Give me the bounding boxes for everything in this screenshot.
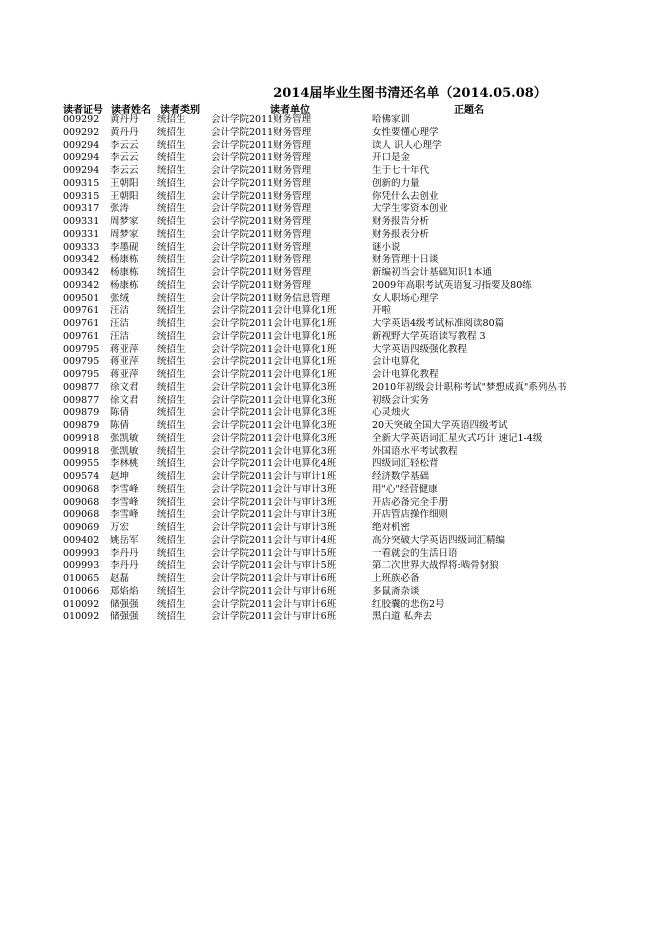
reader-id-cell: 009342 [63,279,100,291]
book-title-cell: 新编初当会计基础知识1本通 [372,267,493,278]
table-row [0,140,662,153]
reader-type-cell: 统招生 [157,598,186,610]
reader-unit-cell: 会计学院2011会计与审计4班 [211,534,337,546]
book-title-cell: 用"心"经营健康 [372,483,438,495]
table-row [0,395,662,408]
table-row [0,191,662,204]
book-title-cell: 2009年高职考试英语复习指要及80练 [372,279,532,291]
book-title-cell: 四级词汇轻松背 [372,458,439,470]
table-row [0,573,662,586]
reader-type-cell: 统招生 [157,216,186,227]
reader-id-cell: 009317 [63,203,100,215]
reader-unit-cell: 会计学院2011财务管理 [211,165,312,176]
book-title-cell: 财务报告分析 [372,216,430,227]
reader-id-cell: 009795 [63,343,100,355]
reader-id-cell: 009918 [63,432,100,444]
table-row [0,522,662,535]
reader-name-cell: 黄丹丹 [110,114,139,125]
table-row [0,152,662,165]
reader-unit-cell: 会计学院2011会计电算化1班 [211,318,337,329]
reader-id-cell: 009761 [63,305,100,317]
book-title-cell: 心灵烛火 [372,407,411,419]
header-book-title: 正题名 [454,105,484,116]
reader-id-cell: 009918 [63,445,100,457]
reader-unit-cell: 会计学院2011会计电算化1班 [211,356,337,368]
reader-type-cell: 统招生 [157,432,186,444]
reader-type-cell: 统招生 [157,547,186,559]
reader-name-cell: 李丹丹 [110,560,139,572]
table-row [0,446,662,459]
reader-type-cell: 统招生 [157,190,186,202]
reader-id-cell: 009294 [63,152,100,164]
reader-type-cell: 统招生 [157,534,186,546]
records-table [0,114,662,624]
reader-name-cell: 李云云 [110,139,139,151]
table-row [0,305,662,318]
reader-name-cell: 蒋亚萍 [110,369,139,380]
table-row [0,433,662,446]
book-title-cell: 开店管店操作细则 [372,509,449,521]
reader-id-cell: 009879 [63,420,100,431]
reader-name-cell: 李墨砚 [110,241,139,253]
reader-name-cell: 李雪峰 [110,496,139,508]
reader-unit-cell: 会计学院2011会计电算化3班 [211,381,337,393]
reader-id-cell: 009292 [63,114,100,125]
reader-id-cell: 009993 [63,547,100,559]
reader-id-cell: 009333 [63,241,100,253]
reader-name-cell: 张凯敏 [110,445,139,457]
reader-type-cell: 统招生 [157,267,186,278]
page-title: 2014届毕业生图书清还名单（2014.05.08） [273,86,547,101]
book-title-cell: 新视野大学英语读写教程 3 [372,330,486,342]
reader-type-cell: 统招生 [157,369,186,380]
reader-unit-cell: 会计学院2011会计电算化3班 [211,432,337,444]
reader-unit-cell: 会计学院2011财务信息管理 [211,292,331,304]
reader-name-cell: 蒋亚萍 [110,356,139,368]
book-title-cell: 多鼠斋杂谈 [372,585,420,597]
book-title-cell: 谜小说 [372,241,401,253]
book-title-cell: 高分突破大学英语四级词汇精编 [372,534,506,546]
reader-unit-cell: 会计学院2011财务管理 [211,190,312,202]
reader-id-cell: 009068 [63,483,100,495]
reader-name-cell: 周梦家 [110,216,139,227]
reader-type-cell: 统招生 [157,585,186,597]
book-title-cell: 2010年初级会计职称考试"梦想成真"系列丛书 [372,381,567,393]
reader-unit-cell: 会计学院2011会计电算化1班 [211,369,337,380]
reader-unit-cell: 会计学院2011会计与审计5班 [211,547,337,559]
reader-name-cell: 杨康栋 [110,254,139,266]
reader-type-cell: 统招生 [157,165,186,176]
reader-type-cell: 统招生 [157,228,186,240]
reader-unit-cell: 会计学院2011财务管理 [211,177,312,189]
table-row [0,242,662,255]
table-row [0,331,662,344]
reader-unit-cell: 会计学院2011财务管理 [211,241,312,253]
table-row [0,318,662,331]
table-row [0,560,662,573]
table-row [0,254,662,267]
table-row [0,369,662,382]
book-title-cell: 财务管理十日谈 [372,254,439,266]
book-title-cell: 大学英语4级考试标准阅读80篇 [372,318,505,329]
reader-name-cell: 储强强 [110,598,139,610]
book-title-cell: 会计电算化教程 [372,369,439,380]
book-title-cell: 你凭什么去创业 [372,190,439,202]
book-title-cell: 大学英语四级强化教程 [372,343,468,355]
reader-type-cell: 统招生 [157,573,186,584]
reader-name-cell: 蒋亚萍 [110,343,139,355]
reader-unit-cell: 会计学院2011财务管理 [211,279,312,291]
reader-type-cell: 统招生 [157,496,186,508]
table-row [0,420,662,433]
reader-unit-cell: 会计学院2011会计与审计6班 [211,611,337,623]
reader-unit-cell: 会计学院2011会计电算化1班 [211,343,337,355]
reader-name-cell: 徐文君 [110,381,139,393]
reader-name-cell: 黄丹丹 [110,126,139,138]
reader-id-cell: 009331 [63,216,100,227]
book-title-cell: 绝对机密 [372,522,411,533]
reader-unit-cell: 会计学院2011会计与审计1班 [211,471,337,482]
reader-type-cell: 统招生 [157,330,186,342]
reader-name-cell: 张涛 [110,203,130,215]
table-row [0,356,662,369]
reader-unit-cell: 会计学院2011会计与审计6班 [211,573,337,584]
table-row [0,382,662,395]
reader-type-cell: 统招生 [157,522,186,533]
reader-id-cell: 009342 [63,267,100,278]
reader-id-cell: 009955 [63,458,100,470]
book-title-cell: 20天突破全国大学英语四级考试 [372,420,508,431]
book-title-cell: 第二次世界大战悍将:啮骨豺狼 [372,560,499,572]
reader-unit-cell: 会计学院2011会计电算化1班 [211,305,337,317]
book-title-cell: 读人 识人心理学 [372,139,442,151]
header-reader-type: 读者类别 [160,105,200,116]
table-row [0,586,662,599]
table-row [0,471,662,484]
book-title-cell: 初级会计实务 [372,394,430,406]
reader-type-cell: 统招生 [157,318,186,329]
table-row [0,267,662,280]
reader-type-cell: 统招生 [157,394,186,406]
reader-type-cell: 统招生 [157,471,186,482]
table-row [0,509,662,522]
table-row [0,127,662,140]
reader-id-cell: 010065 [63,573,100,584]
table-row [0,548,662,561]
table-row [0,599,662,612]
reader-type-cell: 统招生 [157,509,186,521]
reader-name-cell: 张凯敏 [110,432,139,444]
reader-name-cell: 汪洁 [110,318,130,329]
book-title-cell: 开店必备完全手册 [372,496,449,508]
reader-name-cell: 李林桃 [110,458,139,470]
reader-type-cell: 统招生 [157,203,186,215]
table-row [0,407,662,420]
reader-type-cell: 统招生 [157,126,186,138]
reader-id-cell: 009315 [63,190,100,202]
reader-name-cell: 赵磊 [110,573,130,584]
book-title-cell: 经济数学基础 [372,471,430,482]
reader-unit-cell: 会计学院2011财务管理 [211,152,312,164]
reader-name-cell: 徐文君 [110,394,139,406]
reader-type-cell: 统招生 [157,139,186,151]
table-row [0,611,662,624]
reader-id-cell: 009877 [63,381,100,393]
reader-type-cell: 统招生 [157,254,186,266]
reader-id-cell: 009294 [63,165,100,176]
book-title-cell: 会计电算化 [372,356,420,368]
reader-id-cell: 009342 [63,254,100,266]
table-row [0,280,662,293]
reader-type-cell: 统招生 [157,292,186,304]
reader-type-cell: 统招生 [157,152,186,164]
reader-unit-cell: 会计学院2011财务管理 [211,139,312,151]
reader-unit-cell: 会计学院2011财务管理 [211,228,312,240]
reader-type-cell: 统招生 [157,241,186,253]
reader-name-cell: 周梦家 [110,228,139,240]
table-row [0,216,662,229]
reader-unit-cell: 会计学院2011财务管理 [211,203,312,215]
reader-name-cell: 李云云 [110,152,139,164]
reader-unit-cell: 会计学院2011会计与审计6班 [211,598,337,610]
table-row [0,293,662,306]
reader-id-cell: 009761 [63,318,100,329]
reader-id-cell: 009877 [63,394,100,406]
reader-unit-cell: 会计学院2011会计与审计3班 [211,509,337,521]
reader-id-cell: 009069 [63,522,100,533]
reader-unit-cell: 会计学院2011会计与审计3班 [211,522,337,533]
reader-unit-cell: 会计学院2011会计电算化1班 [211,330,337,342]
book-title-cell: 女人职场心理学 [372,292,439,304]
reader-unit-cell: 会计学院2011会计电算化3班 [211,394,337,406]
reader-id-cell: 009993 [63,560,100,572]
reader-name-cell: 赵坤 [110,471,130,482]
book-title-cell: 开啦 [372,305,392,317]
reader-type-cell: 统招生 [157,483,186,495]
reader-id-cell: 009068 [63,509,100,521]
reader-id-cell: 010092 [63,598,100,610]
reader-unit-cell: 会计学院2011财务管理 [211,114,312,125]
reader-unit-cell: 会计学院2011财务管理 [211,254,312,266]
reader-id-cell: 009292 [63,126,100,138]
reader-name-cell: 王朝阳 [110,190,139,202]
reader-type-cell: 统招生 [157,560,186,572]
reader-name-cell: 王朝阳 [110,177,139,189]
reader-type-cell: 统招生 [157,177,186,189]
book-title-cell: 生于七十年代 [372,165,430,176]
reader-unit-cell: 会计学院2011会计电算化3班 [211,407,337,419]
book-title-cell: 创新的力量 [372,177,420,189]
reader-id-cell: 009331 [63,228,100,240]
table-row [0,203,662,216]
reader-unit-cell: 会计学院2011会计电算化3班 [211,445,337,457]
book-title-cell: 开口是金 [372,152,411,164]
reader-name-cell: 杨康栋 [110,279,139,291]
table-row [0,178,662,191]
header-reader-id: 读者证号 [63,105,103,116]
table-row [0,458,662,471]
reader-name-cell: 汪洁 [110,330,130,342]
reader-unit-cell: 会计学院2011财务管理 [211,216,312,227]
reader-type-cell: 统招生 [157,114,186,125]
reader-id-cell: 010066 [63,585,100,597]
reader-id-cell: 009068 [63,496,100,508]
reader-name-cell: 张绒 [110,292,130,304]
table-row [0,114,662,127]
table-row [0,497,662,510]
book-title-cell: 上班族必备 [372,573,420,584]
reader-unit-cell: 会计学院2011会计与审计5班 [211,560,337,572]
reader-type-cell: 统招生 [157,305,186,317]
book-title-cell: 外国语水平考试教程 [372,445,458,457]
reader-unit-cell: 会计学院2011财务管理 [211,126,312,138]
book-title-cell: 大学生零资本创业 [372,203,449,215]
reader-id-cell: 009795 [63,369,100,380]
reader-id-cell: 009402 [63,534,100,546]
reader-unit-cell: 会计学院2011财务管理 [211,267,312,278]
reader-name-cell: 李雪峰 [110,483,139,495]
book-title-cell: 哈佛家训 [372,114,411,125]
reader-unit-cell: 会计学院2011会计与审计3班 [211,483,337,495]
reader-unit-cell: 会计学院2011会计电算化4班 [211,458,337,470]
reader-name-cell: 万宏 [110,522,130,533]
reader-unit-cell: 会计学院2011会计与审计3班 [211,496,337,508]
reader-id-cell: 010092 [63,611,100,623]
header-reader-name: 读者姓名 [111,105,151,116]
reader-id-cell: 009574 [63,471,100,482]
reader-id-cell: 009501 [63,292,100,304]
reader-id-cell: 009294 [63,139,100,151]
header-reader-unit: 读者单位 [270,105,310,116]
book-title-cell: 红胶囊的悲伤2号 [372,598,445,610]
reader-name-cell: 李雪峰 [110,509,139,521]
reader-type-cell: 统招生 [157,458,186,470]
reader-name-cell: 陈倩 [110,420,130,431]
table-row [0,535,662,548]
reader-name-cell: 李云云 [110,165,139,176]
reader-id-cell: 009761 [63,330,100,342]
table-row [0,484,662,497]
book-title-cell: 女性要懂心理学 [372,126,439,138]
table-row [0,344,662,357]
book-title-cell: 一看就会的生活日语 [372,547,458,559]
reader-id-cell: 009879 [63,407,100,419]
reader-name-cell: 陈倩 [110,407,130,419]
reader-name-cell: 储强强 [110,611,139,623]
book-title-cell: 黑白道 私奔去 [372,611,433,623]
reader-type-cell: 统招生 [157,343,186,355]
table-row [0,165,662,178]
book-title-cell: 全新大学英语词汇星火式巧计 速记1-4级 [372,432,543,444]
reader-name-cell: 郑焰焰 [110,585,139,597]
reader-type-cell: 统招生 [157,356,186,368]
book-title-cell: 财务报表分析 [372,228,430,240]
reader-type-cell: 统招生 [157,279,186,291]
reader-name-cell: 汪洁 [110,305,130,317]
reader-name-cell: 杨康栋 [110,267,139,278]
reader-unit-cell: 会计学院2011会计电算化3班 [211,420,337,431]
table-row [0,229,662,242]
reader-type-cell: 统招生 [157,407,186,419]
reader-unit-cell: 会计学院2011会计与审计6班 [211,585,337,597]
reader-type-cell: 统招生 [157,381,186,393]
reader-type-cell: 统招生 [157,611,186,623]
reader-name-cell: 姚岳军 [110,534,139,546]
reader-name-cell: 李丹丹 [110,547,139,559]
reader-id-cell: 009795 [63,356,100,368]
reader-type-cell: 统招生 [157,420,186,431]
reader-type-cell: 统招生 [157,445,186,457]
reader-id-cell: 009315 [63,177,100,189]
